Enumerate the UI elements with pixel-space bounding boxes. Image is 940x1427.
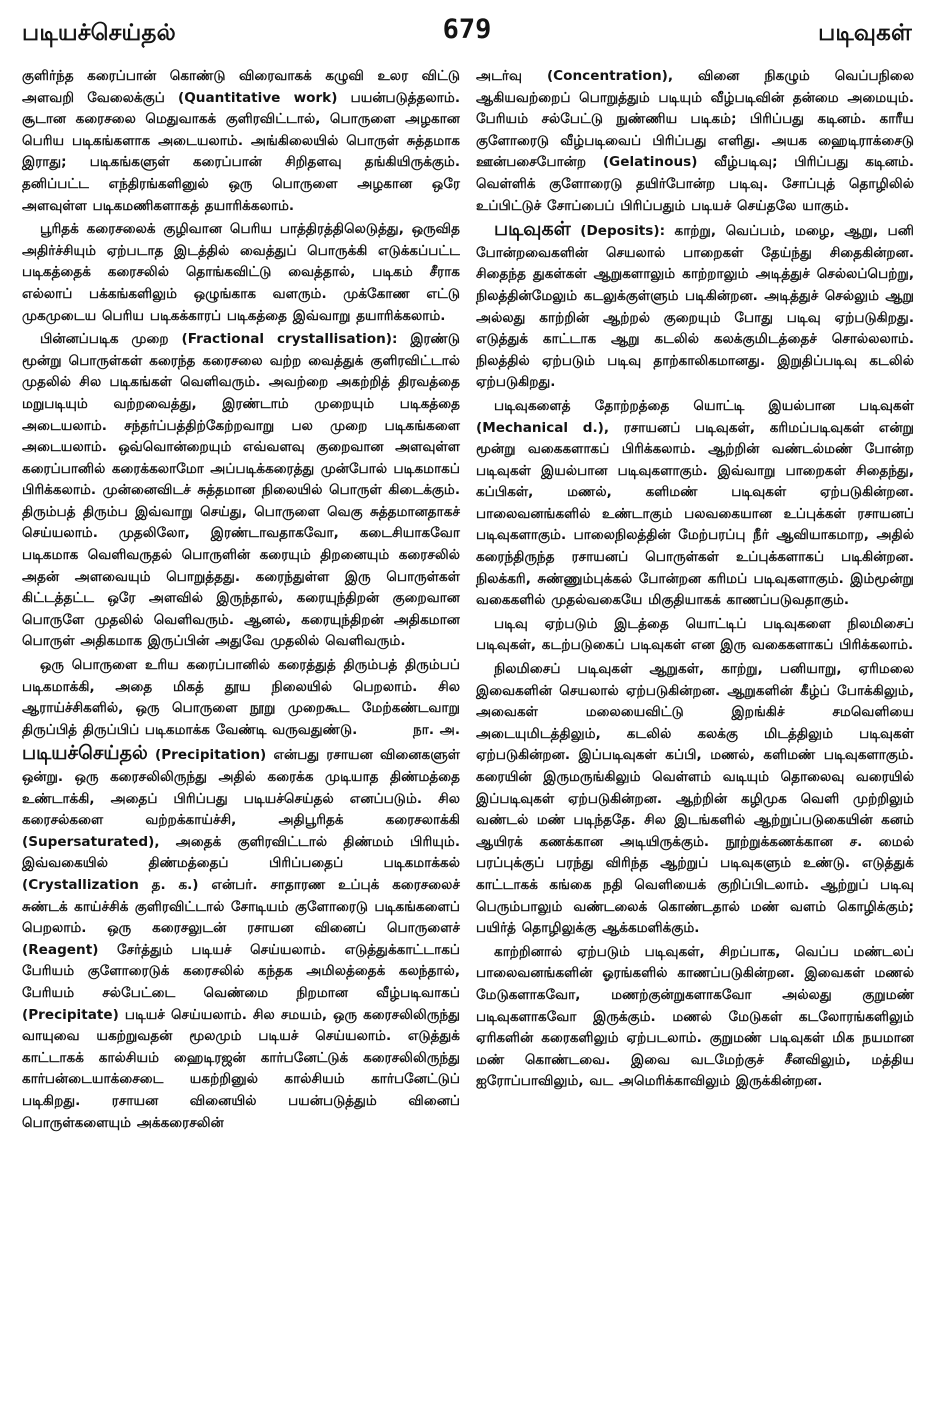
entry-paragraph xyxy=(476,219,914,394)
text-columns xyxy=(22,66,914,1136)
paragraph: படிவு ஏற்படும் இடத்தை யொட்டிப் படிவுகளை நிலமிசைப் படிவுகள், கடற்படுகைப் படிவுகள் என இரு வகைகளாகப் பிரிக்கலாம். xyxy=(476,615,914,654)
entry-heading: படிவுகள் xyxy=(494,218,571,241)
paragraph-text: ஒரு பொருளை உரிய கரைப்பானில் கரைத்துத் திரும்பத் திரும்பப் படிகமாக்கி, அதை மிகத் தூய நிலையில் பெறலாம். சில ஆராய்ச்சிகளில், ஒரு பொருளை நூறு முறைகூட மேற்கண்டவாறு திருப்பித் திருப்பிப் படிகமாக்க வேண்டி வருவதுண்டு. xyxy=(22,657,460,738)
entry-text: (Deposits): காற்று, வெப்பம், மழை, ஆறு, பனி போன்றவைகளின் செயலால் பாறைகள் தேய்ந்து சிதைகின்றன. சிதைந்த துகள்கள் ஆறுகளாலும் காற்றாலும் அடித்துச் செல்லப்பெற்று, நிலத்தின்மேலும் கடலுக்குள்ளும் படிகின்றன. அடித்துச் செல்லும் ஆறு அல்லது காற்றின் ஆற்றல் குறையும் போது படிவு ஏற்படுகிறது. எடுத்துக் காட்டாக ஆறு கடலில் கலக்குமிடத்தைச் சொல்லலாம். நிலத்தில் ஏற்படும் படிவு தாற்காலிகமானது. இறுதிப்படிவு கடலில் ஏற்படுகிறது. xyxy=(476,223,914,391)
left-column xyxy=(22,66,460,1136)
paragraph: நிலமிசைப் படிவுகள் ஆறுகள், காற்று, பனியாறு, ஏரிமலை இவைகளின் செயலால் ஏற்படுகின்றன. ஆறுகளின் கீழ்ப் போக்கிலும், அவைகள் மலையைவிட்டு இறங்கிச் சமவெளியை அடையுமிடத்திலும், கடலில் கலக்கு மிடத்திலும் படிவுகள் ஏற்படுகின்றன. இப்படிவுகள் கப்பி, மணல், களிமண் படிவுகளாகும். கரையின் இருமருங்கிலும் வெள்ளம் வடியும் தொலைவு வரையில் இப்படிவுகள் ஏற்படுகின்றன. ஆற்றின் கழிமுக வெளி முற்றிலும் வண்டல் மண் படிந்ததே. சில இடங்களில் ஆற்றுப்படுகையின் கனம் ஆயிரக் கணக்கான அடியிருக்கும். நூற்றுக்கணக்கான ச. மைல் பரப்புக்குப் பரந்து விரிந்த ஆற்றுப் படிவுகளும் உண்டு. எடுத்துக் காட்டாகக் கங்கை நதி வெளியைக் குறிப்பிடலாம். ஆற்றுப் படிவு பெரும்பாலும் வண்டலைக் கொண்டதால் மண் வளம் கொழிக்கும்; பயிர்த் தொழிலுக்கு ஆக்கமளிக்கும். xyxy=(476,661,914,937)
entry-heading: படியச்செய்தல் xyxy=(22,742,148,765)
entry-text: (Precipitation) என்பது ரசாயன வினைகளுள் ஒன்று. ஒரு கரைசலிலிருந்து அதில் கரைக்க முடியாத திண்மத்தை உண்டாக்கி, அதைப் பிரிப்பது படியச்செய்தல் எனப்படும். சில கரைசல்களை வற்றக்காய்ச்சி, அதிபூரிதக் கரைசலாக்கி (Supersaturated), அதைக் குளிரவிட்டால் திண்மம் பிரியும். இவ்வகையில் திண்மத்தைப் பிரிப்பதைப் படிகமாக்கல் (Crystallization த. க.) என்பர். சாதாரண உப்புக் கரைசலைச் சுண்டக் காய்ச்சிக் குளிரவிட்டால் சோடியம் குளோரைடு படிகங்களைப் பெறலாம். ஒரு கரைசலுடன் ரசாயன வினைப் பொருளைச் (Reagent) சேர்த்தும் படியச் செய்யலாம். எடுத்துக்காட்டாகப் பேரியம் குளோரைடுக் கரைசலில் கந்தக அமிலத்தைக் கலந்தால், பேரியம் சல்பேட்டை வெண்மை நிறமான வீழ்படிவாகப் (Precipitate) படியச் செய்யலாம். சில சமயம், ஒரு கரைசலிலிருந்து வாயுவை யகற்றுவதன் மூலமும் படியச் செய்யலாம். எடுத்துக் காட்டாகக் கால்சியம் ஹைடிரஜன் கார்பனேட்டுக் கரைசலிலிருந்து கார்பன்டையாக்சைடை யகற்றினுல் கால்சியம் கார்பனேட்டுப் படிகிறது. ரசாயன வினையில் பயன்படுத்தும் வினைப் பொருள்களையும் அக்கரைசலின் xyxy=(22,747,460,1131)
author-signature: நா. அ. xyxy=(413,721,460,738)
paragraph: படிவுகளைத் தோற்றத்தை யொட்டி இயல்பான படிவுகள் (Mechanical d.), ரசாயனப் படிவுகள், கரிமப்படிவுகள் என்று மூன்று வகைகளாகப் பிரிக்கலாம். ஆற்றின் வண்டல்மண் போன்ற படிவுகள் இயல்பான படிவுகளாகும். இவ்வாறு பாறைகள் சிதைந்து, கப்பிகள், மணல், களிமண் படிவுகள் ஏற்படுகின்றன. பாலைவனங்களில் உண்டாகும் பலவகையான உப்புக்கள் ரசாயனப் படிவுகளாகும். பாலைநிலத்தின் மேற்பரப்பு நீர் ஆவியாகமாற, அதில் கரைந்திருந்த ரசாயனப் பொருள்கள் உப்புக்களாகப் படிகின்றன. நிலக்கரி, சுண்ணும்புக்கல் போன்றன கரிமப் படிவுகளாகும். இம்மூன்று வகைகளில் முதல்வகையே மிகுதியாகக் காணப்படுவதாகும். xyxy=(476,397,914,609)
paragraph: காற்றினால் ஏற்படும் படிவுகள், சிறப்பாக, வெப்ப மண்டலப் பாலைவனங்களின் ஓரங்களில் காணப்படுகின்றன. இவைகள் மணல் மேடுகளாகவோ, மணற்குன்றுகளாகவோ அல்லது குறுமண் படிவுகளாகவோ இருக்கும். மணல் மேடுகள் கடலோரங்களிலும் ஏரிகளின் கரைகளிலும் ஏற்படலாம். குறுமண் படிவுகள் மிக நயமான மண் கொண்டவை. இவை வடமேற்குச் சீனவிலும், மத்திய ஐரோப்பாவிலும், வட அமெரிக்காவிலும் இருக்கின்றன. xyxy=(476,943,914,1090)
paragraph xyxy=(22,655,460,741)
paragraph: பின்னப்படிக முறை (Fractional crystallisation): இரண்டு மூன்று பொருள்கள் கரைந்த கரைசலை வற்ற வைத்துக் குளிரவிட்டால் முதலில் சில படிகங்கள் வெளிவரும். அவற்றை அகற்றித் திரவத்தை மறுபடியும் வற்றவைத்து, இரண்டாம் முறையும் படிகத்தை அடையலாம். சந்தர்ப்பத்திற்கேற்றவாறு பல முறை படிகங்களை அடையலாம். ஒவ்வொன்றையும் எவ்வளவு குறைவான அளவுள்ள கரைப்பானில் கரைக்கலாமோ அப்படிக்கரைத்து முன்போல் படிகமாகப் பிரிக்கலாம். முன்னைவிடச் சுத்தமான நிலையில் பொருள் கிடைக்கும். திரும்பத் திரும்ப இவ்வாறு செய்து, பொருளை வெகு சுத்தமானதாகச் செய்யலாம். முதலிலோ, இரண்டாவதாகவோ, கடைசியாகவோ படிகமாக வெளிவருதல் பொருளின் கரையும் திறனையும் கரைசலில் அதன் அளவையும் பொறுத்தது. கரைந்துள்ள இரு பொருள்கள் கிட்டத்தட்ட ஒரே அளவில் இருந்தால், கரையுந்திறன் குறைவான பொருளே முதலில் வெளிவரும். ஆனல், கரையுந்திறன் அதிகமான பொருள் அதிகமாக இருப்பின் அதுவே முதலில் வெளிவரும். xyxy=(22,331,460,650)
entry-paragraph xyxy=(22,743,460,1134)
paragraph: குளிர்ந்த கரைப்பான் கொண்டு விரைவாகக் கழுவி உலர விட்டு அளவறி வேலைக்குப் (Quantitative work) பயன்படுத்தலாம். சூடான கரைசலை மெதுவாகக் குளிரவிட்டால், பொருளை அழகான பெரிய படிகங்களாக அடையலாம். அங்கிலையில் பொருள் சுத்தமாக இராது; படிகங்களுள் கரைப்பான் சிறிதளவு தங்கியிருக்கும். தனிப்பட்ட எந்திரங்களினுல் ஒரு பொருளை அழகான ஒரே அளவுள்ள படிகமணிகளாகத் தயாரிக்கலாம். xyxy=(22,68,460,214)
running-head-left: படியச்செய்தல் xyxy=(22,20,176,46)
paragraph: அடர்வு (Concentration), வினை நிகழும் வெப்பநிலை ஆகியவற்றைப் பொறுத்தும் படியும் வீழ்படிவின் தன்மை அமையும். பேரியம் சல்பேட்டு நுண்ணிய படிகம்; பிரிப்பது கடினம். காரீய குளோரைடு வீழ்படிவைப் பிரிப்பது எளிது. அயக ஹைடிராக்சைடு ஊன்பசைபோன்ற (Gelatinous) வீழ்படிவு; பிரிப்பது கடினம். வெள்ளிக் குளோரைடு தயிர்போன்ற படிவு. சோப்புத் தொழிலில் உப்பிட்டுச் சோப்பைப் பிரிப்பதும் படியச் செய்தலே யாகும். xyxy=(476,68,914,214)
page-header xyxy=(22,14,912,60)
paragraph: பூரிதக் கரைசலைக் குழிவான பெரிய பாத்திரத்திலெடுத்து, ஒருவித அதிர்ச்சியும் ஏற்படாத இடத்தில் வைத்துப் பொருக்கி எடுக்கப்பட்ட படிகத்தைக் கரைசலில் தொங்கவிட்டு வைத்தால், படிகம் சீராக எல்லாப் பக்கங்களிலும் ஒழுங்காக வளரும். முக்கோண எட்டு முகமுடைய பெரிய படிகக்காரப் படிகத்தை இவ்வாறு தயாரிக்கலாம். xyxy=(22,221,460,324)
running-head-right: படிவுகள் xyxy=(818,20,912,46)
page-number: 679 xyxy=(442,14,492,45)
right-column xyxy=(476,66,914,1136)
